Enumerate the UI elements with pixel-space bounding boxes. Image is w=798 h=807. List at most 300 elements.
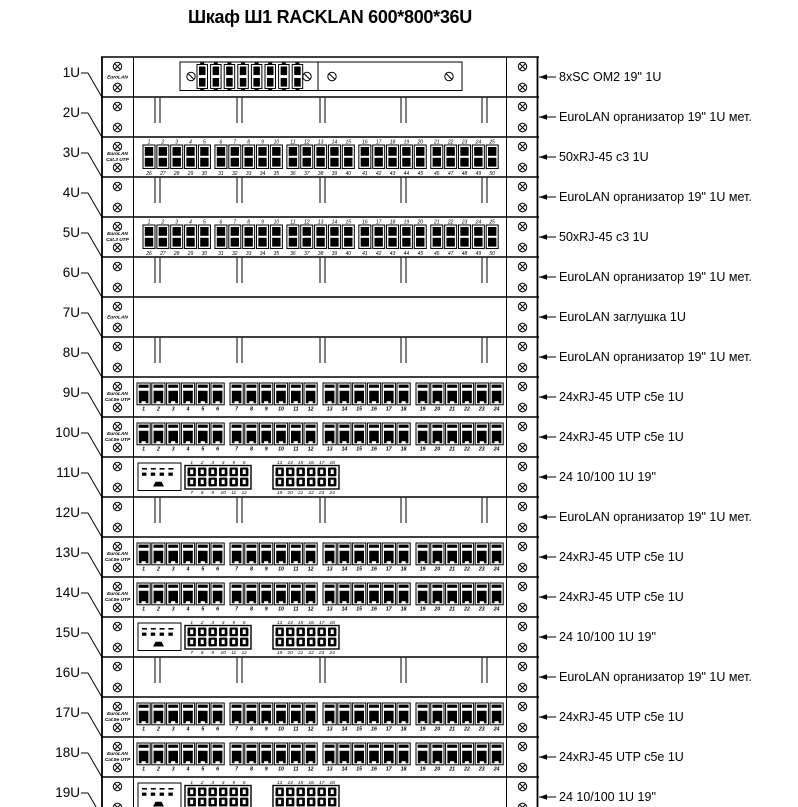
port-number: 24 — [493, 446, 500, 453]
jack-plug — [462, 551, 472, 563]
port-number: 3 — [171, 566, 175, 573]
jack-shutter — [213, 385, 223, 388]
rj45-jack — [402, 238, 410, 247]
rj45-jack — [173, 238, 181, 247]
leader-line — [88, 273, 102, 297]
port-number: 3 — [211, 460, 215, 466]
rj45-jack — [375, 238, 383, 247]
jack-shutter — [139, 385, 149, 388]
jack-plug — [340, 711, 350, 723]
jack-shutter — [432, 545, 442, 548]
rj45-jack — [446, 158, 454, 167]
jack-plug — [433, 551, 443, 563]
port-number: 10 — [220, 491, 226, 497]
jack-shutter — [139, 425, 149, 428]
brand-label: Cat.5e UTP — [104, 598, 131, 603]
port-number: 8 — [249, 566, 253, 573]
port-number: 20 — [434, 606, 441, 613]
switch-port-opening — [331, 640, 334, 644]
sc-adapter-tab — [227, 63, 231, 65]
port-number: 15 — [298, 780, 304, 786]
jack-shutter — [339, 385, 349, 388]
port-number: 50 — [489, 170, 495, 177]
switch-port-opening — [222, 790, 225, 794]
jack-plug — [399, 391, 409, 403]
jack-plug — [232, 591, 242, 603]
port-number: 14 — [331, 139, 338, 146]
jack-shutter — [198, 745, 208, 748]
port-number: 19 — [419, 566, 426, 573]
switch-port-opening — [211, 470, 214, 474]
equipment-label: 24 10/100 1U 19" — [559, 630, 656, 644]
port-number: 3 — [171, 446, 175, 453]
rj45-jack — [488, 158, 496, 167]
port-number: 17 — [385, 766, 392, 773]
port-number: 15 — [345, 219, 352, 226]
equipment-label: EuroLAN организатор 19" 1U мет. — [559, 350, 752, 364]
port-number: 20 — [417, 219, 424, 226]
port-number: 17 — [385, 726, 392, 733]
port-number: 8 — [249, 726, 253, 733]
jack-shutter — [198, 385, 208, 388]
jack-plug — [183, 431, 193, 443]
jack-shutter — [232, 585, 242, 588]
port-number: 6 — [216, 726, 220, 733]
sc-adapter-port — [213, 78, 220, 87]
port-number: 45 — [417, 170, 424, 177]
port-number: 30 — [201, 250, 208, 257]
jack-plug — [183, 711, 193, 723]
rack-unit-label: 16U — [55, 665, 80, 680]
jack-plug — [232, 431, 242, 443]
port-number: 23 — [461, 139, 468, 146]
rack-unit-label: 11U — [56, 465, 80, 480]
port-number: 3 — [171, 766, 175, 773]
port-number: 50 — [489, 250, 495, 257]
port-number: 1 — [142, 726, 146, 733]
rj45-jack — [433, 227, 441, 236]
port-number: 24 — [493, 406, 500, 413]
jack-plug — [492, 591, 502, 603]
jack-plug — [198, 711, 208, 723]
jack-plug — [492, 551, 502, 563]
port-number: 8 — [200, 651, 204, 657]
rj45-jack — [460, 238, 468, 247]
led-indicator — [151, 473, 155, 476]
rj45-jack — [344, 147, 352, 156]
rj45-jack — [231, 238, 239, 247]
jack-plug — [325, 551, 335, 563]
jack-shutter — [325, 745, 335, 748]
jack-shutter — [418, 585, 428, 588]
rj45-jack — [402, 158, 410, 167]
jack-shutter — [462, 545, 472, 548]
port-number: 16 — [371, 566, 377, 573]
switch-port-opening — [243, 630, 246, 634]
port-number: 7 — [235, 566, 239, 573]
jack-plug — [325, 431, 335, 443]
jack-shutter — [477, 385, 487, 388]
port-number: 21 — [449, 766, 456, 773]
port-number: 6 — [216, 766, 220, 773]
jack-plug — [354, 391, 364, 403]
port-number: 1 — [142, 406, 146, 413]
rj45-jack — [217, 147, 225, 156]
port-number: 19 — [419, 766, 426, 773]
port-number: 6 — [216, 406, 220, 413]
jack-shutter — [213, 585, 223, 588]
port-number: 7 — [233, 219, 237, 226]
port-number: 2 — [156, 406, 160, 413]
leader-line — [88, 233, 102, 257]
switch-port-opening — [310, 470, 313, 474]
port-number: 18 — [400, 606, 407, 613]
rack-unit-label: 12U — [55, 505, 80, 520]
port-number: 13 — [277, 780, 283, 786]
brand-glyph — [153, 482, 164, 487]
jack-plug — [247, 711, 257, 723]
port-number: 12 — [307, 446, 314, 453]
brand-label: EuroLAN — [107, 592, 128, 597]
jack-plug — [247, 391, 257, 403]
led-indicator — [168, 468, 173, 470]
rj45-jack — [303, 158, 311, 167]
switch-port-opening — [278, 800, 281, 804]
port-number: 13 — [326, 726, 333, 733]
jack-plug — [276, 551, 286, 563]
port-number: 24 — [493, 606, 500, 613]
leader-line — [88, 153, 102, 177]
rj45-jack — [375, 147, 383, 156]
jack-plug — [213, 551, 223, 563]
rj45-jack — [231, 158, 239, 167]
port-number: 8 — [247, 139, 251, 146]
jack-shutter — [432, 705, 442, 708]
sc-adapter-port — [281, 67, 288, 76]
jack-shutter — [306, 745, 316, 748]
rj45-jack — [159, 147, 167, 156]
equipment-label: EuroLAN организатор 19" 1U мет. — [559, 190, 752, 204]
rj45-jack — [375, 158, 383, 167]
rj45-jack — [303, 238, 311, 247]
jack-plug — [447, 711, 457, 723]
led-indicator — [168, 473, 172, 476]
jack-shutter — [477, 585, 487, 588]
rj45-jack — [272, 238, 280, 247]
port-number: 31 — [218, 170, 224, 177]
led-indicator — [160, 793, 164, 796]
jack-shutter — [354, 745, 364, 748]
equipment-label: 24xRJ-45 UTP c5e 1U — [559, 430, 684, 444]
port-number: 17 — [375, 139, 382, 146]
jack-shutter — [339, 745, 349, 748]
port-number: 18 — [400, 406, 407, 413]
jack-plug — [139, 431, 149, 443]
led-indicator — [142, 793, 146, 796]
port-number: 38 — [317, 170, 324, 177]
port-number: 22 — [447, 139, 454, 146]
jack-plug — [477, 391, 487, 403]
rj45-jack — [258, 227, 266, 236]
port-number: 7 — [235, 766, 239, 773]
rj45-jack — [173, 227, 181, 236]
brand-label: EuroLAN — [107, 232, 128, 237]
jack-plug — [369, 431, 379, 443]
jack-shutter — [306, 545, 316, 548]
jack-plug — [276, 751, 286, 763]
arrow-head-icon — [539, 74, 547, 79]
jack-plug — [154, 551, 164, 563]
rj45-jack — [145, 238, 153, 247]
port-number: 22 — [464, 566, 470, 573]
port-number: 22 — [464, 406, 470, 413]
port-number: 14 — [287, 460, 293, 466]
jack-plug — [261, 431, 271, 443]
port-number: 17 — [385, 606, 392, 613]
port-number: 7 — [235, 726, 239, 733]
jack-plug — [276, 591, 286, 603]
switch-port-opening — [299, 790, 302, 794]
brand-label: EuroLAN — [107, 712, 128, 717]
port-number: 24 — [329, 491, 335, 497]
arrow-head-icon — [539, 714, 547, 719]
rj45-jack — [488, 227, 496, 236]
jack-plug — [477, 751, 487, 763]
port-number: 15 — [298, 460, 304, 466]
jack-plug — [384, 551, 394, 563]
port-number: 20 — [434, 446, 441, 453]
port-number: 21 — [434, 219, 440, 226]
rj45-jack — [217, 238, 225, 247]
jack-plug — [213, 391, 223, 403]
rj45-jack — [186, 158, 194, 167]
port-number: 15 — [298, 620, 304, 626]
rj45-jack — [231, 227, 239, 236]
jack-shutter — [291, 705, 301, 708]
port-number: 25 — [489, 139, 495, 146]
rj45-jack — [289, 227, 297, 236]
sc-adapter-tab — [295, 63, 299, 65]
switch-port-opening — [320, 640, 323, 644]
rj45-jack — [361, 147, 369, 156]
port-number: 5 — [203, 139, 206, 146]
leader-line — [88, 193, 102, 217]
jack-shutter — [276, 385, 286, 388]
port-number: 9 — [264, 406, 268, 413]
rj45-jack — [474, 227, 482, 236]
jack-plug — [340, 591, 350, 603]
port-number: 18 — [400, 766, 407, 773]
switch-port-opening — [278, 790, 281, 794]
jack-shutter — [492, 385, 502, 388]
sc-adapter-port — [213, 67, 220, 76]
port-number: 9 — [264, 766, 268, 773]
jack-shutter — [339, 545, 349, 548]
jack-plug — [369, 591, 379, 603]
rj45-jack — [433, 147, 441, 156]
port-number: 23 — [478, 446, 485, 453]
jack-shutter — [198, 705, 208, 708]
jack-shutter — [306, 425, 316, 428]
rj45-jack — [217, 227, 225, 236]
equipment-label: EuroLAN организатор 19" 1U мет. — [559, 670, 752, 684]
port-number: 20 — [434, 726, 441, 733]
port-number: 11 — [231, 651, 237, 657]
leader-line — [88, 593, 102, 617]
port-number: 12 — [307, 406, 314, 413]
port-number: 10 — [278, 566, 284, 573]
jack-plug — [384, 751, 394, 763]
jack-shutter — [418, 385, 428, 388]
leader-line — [88, 113, 102, 137]
rj45-jack — [433, 238, 441, 247]
leader-line — [88, 793, 102, 807]
switch-port-opening — [243, 480, 246, 484]
jack-shutter — [384, 545, 394, 548]
port-number: 6 — [216, 606, 220, 613]
jack-shutter — [213, 545, 223, 548]
port-number: 6 — [216, 446, 220, 453]
port-number: 38 — [317, 250, 324, 257]
jack-plug — [139, 751, 149, 763]
port-number: 1 — [147, 219, 151, 226]
jack-shutter — [492, 545, 502, 548]
equipment-label: EuroLAN организатор 19" 1U мет. — [559, 510, 752, 524]
port-number: 20 — [287, 491, 293, 497]
port-number: 22 — [308, 651, 314, 657]
jack-shutter — [183, 585, 193, 588]
port-number: 20 — [417, 139, 424, 146]
jack-plug — [477, 591, 487, 603]
port-number: 2 — [161, 139, 165, 146]
jack-plug — [168, 391, 178, 403]
port-number: 41 — [362, 170, 368, 177]
rj45-jack — [186, 227, 194, 236]
port-number: 7 — [235, 606, 239, 613]
port-number: 11 — [293, 566, 299, 573]
port-number: 17 — [319, 460, 325, 466]
jack-shutter — [399, 545, 409, 548]
leader-line — [88, 633, 102, 657]
sc-adapter-tab — [200, 63, 204, 65]
switch-port-opening — [222, 630, 225, 634]
port-number: 6 — [219, 219, 223, 226]
switch-port-opening — [299, 800, 302, 804]
leader-line — [88, 673, 102, 697]
led-indicator — [142, 468, 147, 470]
jack-shutter — [492, 425, 502, 428]
rack-unit-label: 4U — [62, 185, 80, 200]
jack-plug — [399, 591, 409, 603]
rj45-jack — [375, 227, 383, 236]
port-number: 10 — [278, 606, 284, 613]
rack-unit-label: 7U — [62, 305, 80, 320]
port-number: 2 — [156, 766, 160, 773]
jack-shutter — [354, 385, 364, 388]
switch-port-opening — [243, 800, 246, 804]
port-number: 14 — [341, 606, 348, 613]
brand-label: Cat.5e UTP — [104, 558, 131, 563]
port-number: 36 — [290, 250, 296, 257]
jack-shutter — [153, 745, 163, 748]
jack-plug — [354, 551, 364, 563]
jack-plug — [154, 431, 164, 443]
leader-line — [88, 553, 102, 577]
jack-shutter — [354, 585, 364, 588]
rj45-jack — [145, 158, 153, 167]
leader-line — [88, 513, 102, 537]
port-number: 18 — [329, 620, 335, 626]
rj45-jack — [272, 147, 280, 156]
port-number: 7 — [233, 139, 237, 146]
jack-shutter — [339, 585, 349, 588]
jack-plug — [433, 431, 443, 443]
port-number: 9 — [261, 219, 264, 226]
rj45-jack — [145, 147, 153, 156]
rj45-jack — [416, 227, 424, 236]
jack-shutter — [432, 385, 442, 388]
brand-label: EuroLAN — [107, 392, 128, 397]
jack-shutter — [462, 385, 472, 388]
jack-plug — [306, 431, 316, 443]
jack-shutter — [306, 385, 316, 388]
switch-port-opening — [320, 800, 323, 804]
port-number: 13 — [277, 620, 283, 626]
switch-port-opening — [299, 640, 302, 644]
equipment-label: 8xSC OM2 19" 1U — [559, 70, 662, 84]
jack-plug — [462, 431, 472, 443]
sc-adapter-port — [240, 78, 247, 87]
jack-plug — [418, 431, 428, 443]
rj45-jack — [446, 147, 454, 156]
port-number: 23 — [478, 766, 485, 773]
switch-port-opening — [331, 790, 334, 794]
jack-plug — [261, 551, 271, 563]
jack-plug — [447, 551, 457, 563]
led-indicator — [168, 628, 173, 630]
jack-plug — [477, 711, 487, 723]
jack-shutter — [432, 425, 442, 428]
jack-plug — [384, 431, 394, 443]
sc-adapter-tab — [227, 88, 231, 90]
port-number: 3 — [211, 620, 215, 626]
jack-plug — [384, 591, 394, 603]
switch-port-opening — [331, 470, 334, 474]
jack-shutter — [369, 705, 379, 708]
port-number: 12 — [307, 726, 314, 733]
port-number: 27 — [160, 170, 166, 177]
rack-unit-label: 9U — [62, 385, 80, 400]
jack-shutter — [261, 425, 271, 428]
rj45-jack — [258, 158, 266, 167]
jack-shutter — [399, 745, 409, 748]
switch-port-opening — [190, 470, 193, 474]
port-number: 16 — [308, 620, 314, 626]
jack-shutter — [369, 545, 379, 548]
sc-adapter-tab — [255, 63, 259, 65]
jack-plug — [291, 391, 301, 403]
port-number: 2 — [156, 606, 160, 613]
port-number: 13 — [326, 566, 333, 573]
port-number: 2 — [156, 726, 160, 733]
jack-plug — [433, 711, 443, 723]
sc-adapter-port — [267, 67, 274, 76]
jack-plug — [418, 551, 428, 563]
jack-shutter — [418, 545, 428, 548]
port-number: 11 — [290, 219, 296, 226]
jack-plug — [462, 591, 472, 603]
jack-plug — [462, 711, 472, 723]
